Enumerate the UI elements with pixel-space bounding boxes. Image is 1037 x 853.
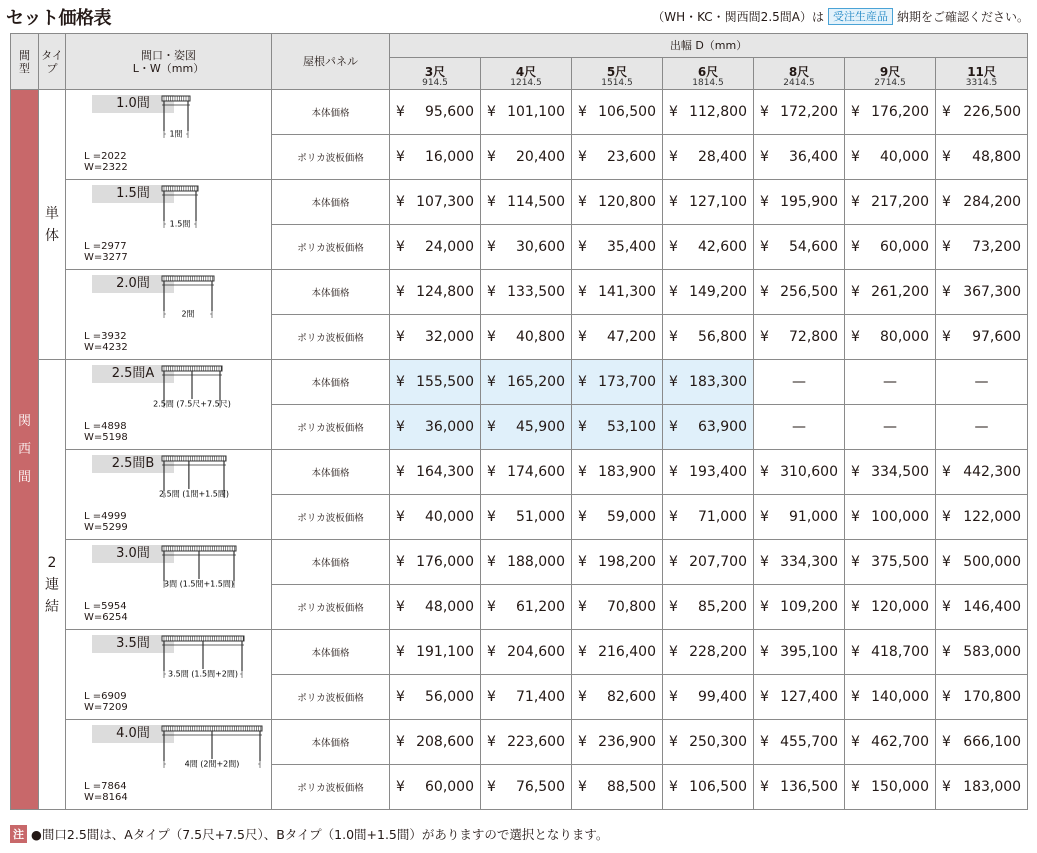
- header-type: タイ プ: [39, 34, 66, 90]
- price-cell: ¥ 109,200: [754, 585, 845, 630]
- price-cell: ¥ 56,800: [663, 315, 754, 360]
- model-name: 2.5間A: [92, 365, 174, 383]
- model-name: 1.5間: [92, 185, 174, 203]
- price-cell: ¥ 223,600: [481, 720, 572, 765]
- price-cell: ¥ 140,000: [845, 675, 936, 720]
- type-single: 単 体: [39, 90, 66, 360]
- model-cell: [66, 630, 272, 720]
- price-cell: —: [754, 360, 845, 405]
- price-cell: ¥ 198,200: [572, 540, 663, 585]
- price-cell: ¥ 40,000: [845, 135, 936, 180]
- price-cell: ¥ 85,200: [663, 585, 754, 630]
- price-cell: ¥ 236,900: [572, 720, 663, 765]
- price-cell: ¥ 30,600: [481, 225, 572, 270]
- price-cell: ¥ 164,300: [390, 450, 481, 495]
- price-cell: ¥ 176,200: [845, 90, 936, 135]
- figure-width-label: 1間: [169, 129, 183, 139]
- figure-width-label: 1.5間: [169, 219, 191, 229]
- price-cell: ¥ 120,000: [845, 585, 936, 630]
- price-cell: ¥ 107,300: [390, 180, 481, 225]
- price-cell: ¥ 24,000: [390, 225, 481, 270]
- pergola-elevation-figure: [162, 636, 256, 686]
- model-dimensions: L =3932 W=4232: [84, 331, 128, 353]
- table-row: [11, 450, 1028, 495]
- price-cell: ¥ 70,800: [572, 585, 663, 630]
- panel-label: ポリカ波板価格: [272, 495, 390, 540]
- table-row: [11, 540, 1028, 585]
- depth-header-1: 4尺 1214.5: [481, 58, 572, 90]
- price-cell: ¥ 60,000: [845, 225, 936, 270]
- price-cell: ¥ 97,600: [936, 315, 1028, 360]
- header-roof-panel: 屋根パネル: [272, 34, 390, 90]
- price-cell: ¥ 208,600: [390, 720, 481, 765]
- header-depth: 出幅 D（mm）: [390, 34, 1028, 58]
- model-dimensions: L =5954 W=6254: [84, 601, 128, 623]
- footnote: [10, 825, 608, 843]
- panel-label: ポリカ波板価格: [272, 585, 390, 630]
- price-cell: ¥ 174,600: [481, 450, 572, 495]
- figure-width-label: 2間: [181, 309, 195, 319]
- price-cell: ¥ 367,300: [936, 270, 1028, 315]
- model-name: 4.0間: [92, 725, 174, 743]
- model-cell: [66, 360, 272, 450]
- price-cell: ¥ 36,400: [754, 135, 845, 180]
- price-cell: ¥ 500,000: [936, 540, 1028, 585]
- price-cell: ¥ 40,800: [481, 315, 572, 360]
- price-cell: ¥ 112,800: [663, 90, 754, 135]
- region-kansai: 関 西 間: [11, 90, 39, 810]
- price-cell: ¥ 16,000: [390, 135, 481, 180]
- note-tag: 注: [10, 825, 27, 843]
- price-cell: ¥ 40,000: [390, 495, 481, 540]
- price-cell: ¥ 462,700: [845, 720, 936, 765]
- price-cell: ¥ 47,200: [572, 315, 663, 360]
- price-cell: ¥ 216,400: [572, 630, 663, 675]
- model-cell: [66, 450, 272, 540]
- price-cell: ¥ 250,300: [663, 720, 754, 765]
- price-cell: ¥ 88,500: [572, 765, 663, 810]
- header-row-1: [11, 34, 1028, 58]
- panel-label: 本体価格: [272, 720, 390, 765]
- model-name: 1.0間: [92, 95, 174, 113]
- price-cell: ¥ 666,100: [936, 720, 1028, 765]
- price-cell: —: [845, 405, 936, 450]
- price-cell: ¥ 20,400: [481, 135, 572, 180]
- order-notice: [652, 8, 1029, 25]
- price-cell: ¥ 261,200: [845, 270, 936, 315]
- price-cell: ¥ 114,500: [481, 180, 572, 225]
- price-cell: ¥ 100,000: [845, 495, 936, 540]
- price-cell: ¥ 455,700: [754, 720, 845, 765]
- price-cell: ¥ 91,000: [754, 495, 845, 540]
- price-cell: ¥ 176,000: [390, 540, 481, 585]
- price-cell: ¥ 133,500: [481, 270, 572, 315]
- price-cell: ¥ 48,800: [936, 135, 1028, 180]
- price-cell: ¥ 207,700: [663, 540, 754, 585]
- depth-header-4: 8尺 2414.5: [754, 58, 845, 90]
- depth-header-3: 6尺 1814.5: [663, 58, 754, 90]
- price-cell: ¥ 28,400: [663, 135, 754, 180]
- model-cell: [66, 540, 272, 630]
- price-cell: ¥ 172,200: [754, 90, 845, 135]
- model-name: 2.0間: [92, 275, 174, 293]
- price-cell: ¥ 80,000: [845, 315, 936, 360]
- figure-width-label: 3.5間 (1.5間+2間): [167, 669, 239, 679]
- table-row: [11, 180, 1028, 225]
- price-cell: ¥ 122,000: [936, 495, 1028, 540]
- price-cell: ¥ 183,900: [572, 450, 663, 495]
- price-cell: ¥ 60,000: [390, 765, 481, 810]
- model-name: 3.5間: [92, 635, 174, 653]
- price-cell: ¥ 36,000: [390, 405, 481, 450]
- price-cell: ¥ 101,100: [481, 90, 572, 135]
- price-cell: ¥ 334,500: [845, 450, 936, 495]
- price-cell: ¥ 149,200: [663, 270, 754, 315]
- model-dimensions: L =2977 W=3277: [84, 241, 128, 263]
- price-table: [10, 33, 1028, 810]
- price-cell: ¥ 72,800: [754, 315, 845, 360]
- price-cell: ¥ 71,400: [481, 675, 572, 720]
- figure-width-label: 4間 (2間+2間): [184, 759, 240, 769]
- price-cell: ¥ 76,500: [481, 765, 572, 810]
- price-cell: ¥ 127,400: [754, 675, 845, 720]
- panel-label: ポリカ波板価格: [272, 675, 390, 720]
- price-cell: ¥ 136,500: [754, 765, 845, 810]
- price-cell: ¥ 146,400: [936, 585, 1028, 630]
- model-dimensions: L =6909 W=7209: [84, 691, 128, 713]
- table-row: [11, 270, 1028, 315]
- price-cell: ¥ 195,900: [754, 180, 845, 225]
- price-cell: ¥ 54,600: [754, 225, 845, 270]
- table-row: [11, 90, 1028, 135]
- table-row: [11, 720, 1028, 765]
- price-cell: ¥ 61,200: [481, 585, 572, 630]
- price-cell: ¥ 48,000: [390, 585, 481, 630]
- price-cell: ¥ 256,500: [754, 270, 845, 315]
- figure-width-label: 2.5間 (7.5尺+7.5尺): [153, 399, 231, 409]
- price-cell: ¥ 150,000: [845, 765, 936, 810]
- note-text: ●間口2.5間は、Aタイプ（7.5尺+7.5尺）、Bタイプ（1.0間+1.5間）がありますので選択となります。: [31, 827, 609, 842]
- panel-label: ポリカ波板価格: [272, 765, 390, 810]
- price-cell: ¥ 228,200: [663, 630, 754, 675]
- price-cell: ¥ 442,300: [936, 450, 1028, 495]
- price-cell: ¥ 51,000: [481, 495, 572, 540]
- panel-label: ポリカ波板価格: [272, 315, 390, 360]
- price-cell: ¥ 120,800: [572, 180, 663, 225]
- price-cell: —: [936, 405, 1028, 450]
- price-cell: ¥ 127,100: [663, 180, 754, 225]
- figure-width-label: 3間 (1.5間+1.5間): [163, 579, 235, 589]
- model-dimensions: L =7864 W=8164: [84, 781, 128, 803]
- price-cell: ¥ 204,600: [481, 630, 572, 675]
- price-cell: ¥ 106,500: [572, 90, 663, 135]
- price-cell: ¥ 310,600: [754, 450, 845, 495]
- price-cell: —: [845, 360, 936, 405]
- pergola-elevation-figure: [162, 276, 226, 326]
- depth-header-2: 5尺 1514.5: [572, 58, 663, 90]
- pergola-elevation-figure: [162, 726, 274, 776]
- model-dimensions: L =4898 W=5198: [84, 421, 128, 443]
- price-cell: ¥ 395,100: [754, 630, 845, 675]
- price-cell: ¥ 583,000: [936, 630, 1028, 675]
- model-dimensions: L =4999 W=5299: [84, 511, 128, 533]
- panel-label: ポリカ波板価格: [272, 225, 390, 270]
- panel-label: ポリカ波板価格: [272, 405, 390, 450]
- panel-label: 本体価格: [272, 630, 390, 675]
- table-row: [11, 360, 1028, 405]
- model-cell: [66, 270, 272, 360]
- pergola-elevation-figure: [162, 186, 210, 236]
- price-cell: ¥ 71,000: [663, 495, 754, 540]
- pergola-elevation-figure: [158, 456, 238, 506]
- price-cell: ¥ 45,900: [481, 405, 572, 450]
- panel-label: 本体価格: [272, 450, 390, 495]
- model-cell: [66, 180, 272, 270]
- depth-header-6: 11尺 3314.5: [936, 58, 1028, 90]
- notice-prefix: （WH・KC・関西間2.5間A）は: [652, 10, 824, 24]
- price-cell: ¥ 188,000: [481, 540, 572, 585]
- price-cell: ¥ 191,100: [390, 630, 481, 675]
- price-cell: ¥ 155,500: [390, 360, 481, 405]
- model-dimensions: L =2022 W=2322: [84, 151, 128, 173]
- price-cell: ¥ 170,800: [936, 675, 1028, 720]
- price-cell: ¥ 106,500: [663, 765, 754, 810]
- table-row: [11, 630, 1028, 675]
- panel-label: ポリカ波板価格: [272, 135, 390, 180]
- pergola-elevation-figure: [162, 96, 202, 146]
- panel-label: 本体価格: [272, 360, 390, 405]
- price-cell: ¥ 73,200: [936, 225, 1028, 270]
- model-cell: [66, 90, 272, 180]
- panel-label: 本体価格: [272, 90, 390, 135]
- price-cell: ¥ 226,500: [936, 90, 1028, 135]
- price-cell: —: [936, 360, 1028, 405]
- price-cell: ¥ 165,200: [481, 360, 572, 405]
- model-cell: [66, 720, 272, 810]
- price-cell: ¥ 63,900: [663, 405, 754, 450]
- price-cell: ¥ 23,600: [572, 135, 663, 180]
- header-width-figure: 間口・姿図 L・W（mm）: [66, 34, 272, 90]
- notice-suffix: 納期をご確認ください。: [896, 10, 1029, 24]
- price-cell: ¥ 59,000: [572, 495, 663, 540]
- made-to-order-badge: 受注生産品: [828, 8, 893, 25]
- price-cell: ¥ 35,400: [572, 225, 663, 270]
- price-cell: ¥ 183,000: [936, 765, 1028, 810]
- price-cell: ¥ 56,000: [390, 675, 481, 720]
- depth-header-0: 3尺 914.5: [390, 58, 481, 90]
- price-cell: ¥ 284,200: [936, 180, 1028, 225]
- price-cell: ¥ 124,800: [390, 270, 481, 315]
- panel-label: 本体価格: [272, 540, 390, 585]
- price-cell: ¥ 418,700: [845, 630, 936, 675]
- panel-label: 本体価格: [272, 180, 390, 225]
- price-cell: ¥ 32,000: [390, 315, 481, 360]
- price-cell: ¥ 82,600: [572, 675, 663, 720]
- price-cell: ¥ 375,500: [845, 540, 936, 585]
- page-title: セット価格表: [6, 8, 111, 29]
- figure-width-label: 2.5間 (1間+1.5間): [158, 489, 230, 499]
- pergola-elevation-figure: [162, 546, 248, 596]
- price-cell: ¥ 42,600: [663, 225, 754, 270]
- pergola-elevation-figure: [153, 366, 234, 416]
- price-cell: ¥ 173,700: [572, 360, 663, 405]
- price-cell: ¥ 53,100: [572, 405, 663, 450]
- depth-header-5: 9尺 2714.5: [845, 58, 936, 90]
- price-cell: ¥ 183,300: [663, 360, 754, 405]
- panel-label: 本体価格: [272, 270, 390, 315]
- price-cell: ¥ 99,400: [663, 675, 754, 720]
- price-cell: —: [754, 405, 845, 450]
- type-double: 2 連 結: [39, 360, 66, 810]
- model-name: 3.0間: [92, 545, 174, 563]
- price-cell: ¥ 141,300: [572, 270, 663, 315]
- price-cell: ¥ 95,600: [390, 90, 481, 135]
- model-name: 2.5間B: [92, 455, 174, 473]
- price-cell: ¥ 193,400: [663, 450, 754, 495]
- header-magata: 間 型: [11, 34, 39, 90]
- price-cell: ¥ 217,200: [845, 180, 936, 225]
- price-cell: ¥ 334,300: [754, 540, 845, 585]
